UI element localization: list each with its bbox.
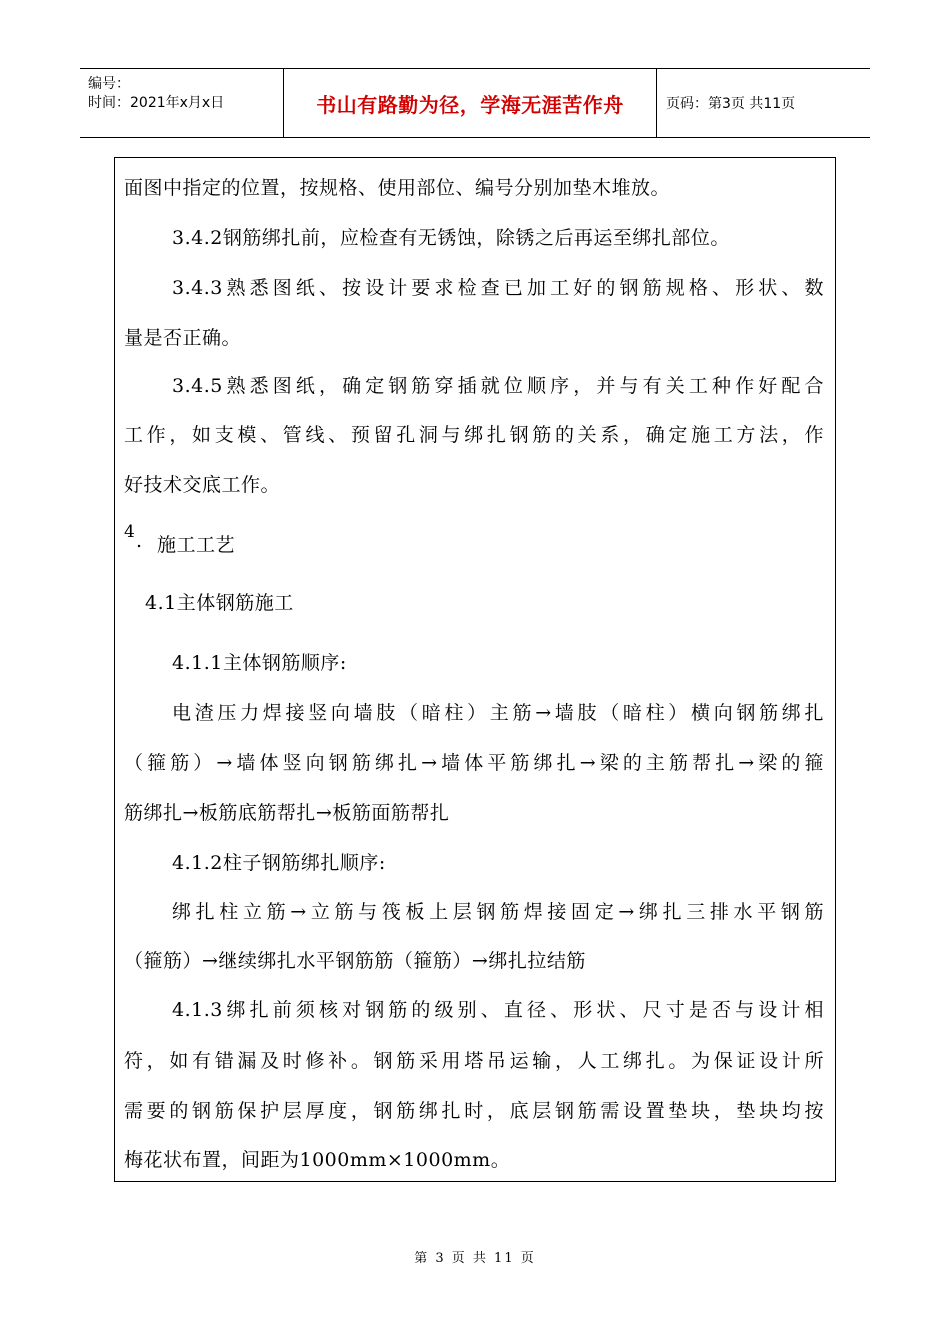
body-line: （箍筋）→墙体竖向钢筋绑扎→墙体平筋绑扎→梁的主筋帮扎→梁的箍 [124,752,824,774]
section-number: 4 [124,522,136,542]
header-motto: 书山有路勤为径，学海无涯苦作舟 [316,92,624,117]
body-line: 电渣压力焊接竖向墙肢（暗柱）主筋→墙肢（暗柱）横向钢筋绑扎 [172,702,824,724]
doc-number-label: 编号： [88,76,130,92]
section-dot: . [136,530,143,552]
doc-time-label: 时间：2021年x月x日 [88,95,225,111]
body-line: 3.4.5熟悉图纸，确定钢筋穿插就位顺序，并与有关工种作好配合 [172,375,824,397]
body-line: 4.1.3绑扎前须核对钢筋的级别、直径、形状、尺寸是否与设计相 [172,999,824,1021]
body-line: 3.4.3熟悉图纸、按设计要求检查已加工好的钢筋规格、形状、数 [172,277,824,299]
page-header [80,68,870,138]
body-line: 3.4.2钢筋绑扎前，应检查有无锈蚀，除锈之后再运至绑扎部位。 [172,227,730,249]
page-footer: 第 3 页 共 11 页 [414,1251,536,1266]
body-line: 4.1.1主体钢筋顺序: [172,652,347,674]
body-line: 梅花状布置，间距为1000mm×1000mm。 [124,1149,511,1171]
body-line: （箍筋）→继续绑扎水平钢筋筋（箍筋）→绑扎拉结筋 [124,950,586,972]
header-divider [656,69,657,137]
header-meta [88,75,278,113]
subsection-heading: 4.1主体钢筋施工 [145,592,294,614]
body-line: 绑扎柱立筋→立筋与筏板上层钢筋焊接固定→绑扎三排水平钢筋 [172,901,824,923]
body-line: 4.1.2柱子钢筋绑扎顺序: [172,852,386,874]
body-line: 面图中指定的位置，按规格、使用部位、编号分别加垫木堆放。 [124,177,671,199]
section-heading: 施工工艺 [157,534,236,556]
body-line: 好技术交底工作。 [124,474,281,496]
body-line: 筋绑扎→板筋底筋帮扎→板筋面筋帮扎 [124,802,450,824]
body-line: 工作，如支模、管线、预留孔洞与绑扎钢筋的关系，确定施工方法，作 [124,424,824,446]
body-line: 需要的钢筋保护层厚度，钢筋绑扎时，底层钢筋需设置垫块，垫块均按 [124,1100,824,1122]
header-page-info: 页码：第3页 共11页 [666,96,796,112]
body-line: 符，如有错漏及时修补。钢筋采用塔吊运输，人工绑扎。为保证设计所 [124,1050,824,1072]
body-line: 量是否正确。 [124,327,242,349]
